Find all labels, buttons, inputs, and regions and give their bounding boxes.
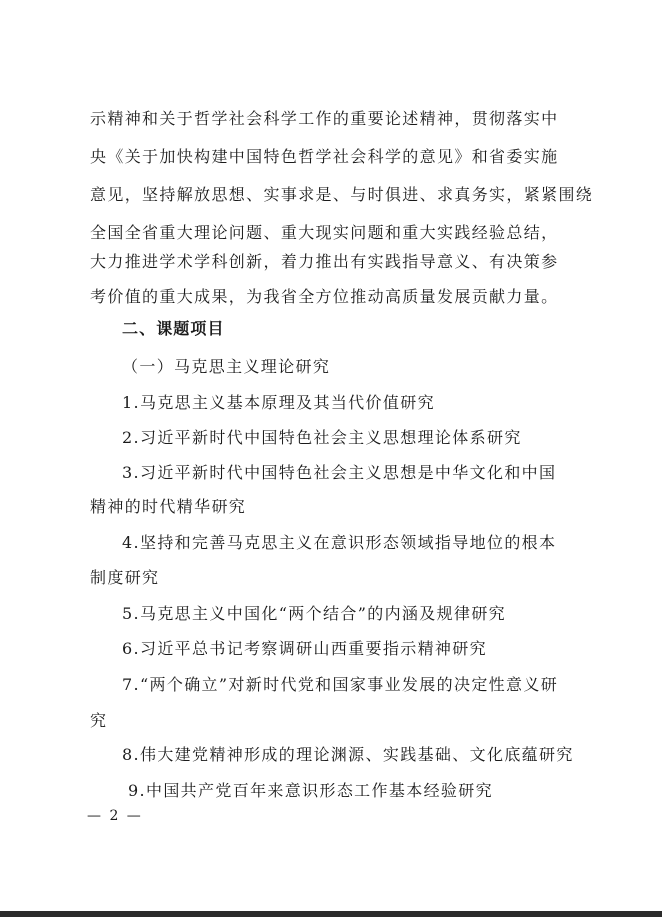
list-item-7-continuation: 究 xyxy=(90,711,108,730)
list-item-4: 4.坚持和完善马克思主义在意识形态领域指导地位的根本 xyxy=(122,533,557,552)
bottom-border xyxy=(0,911,662,917)
intro-line-6: 考价值的重大成果，为我省全方位推动高质量发展贡献力量。 xyxy=(90,287,559,306)
section-heading: 二、课题项目 xyxy=(122,319,225,338)
list-item-7: 7.“两个确立”对新时代党和国家事业发展的决定性意义研 xyxy=(122,675,559,694)
list-item-3-continuation: 精神的时代精华研究 xyxy=(90,497,247,516)
list-item-5: 5.马克思主义中国化“两个结合”的内涵及规律研究 xyxy=(122,604,507,623)
list-item-9: 9.中国共产党百年来意识形态工作基本经验研究 xyxy=(128,781,493,800)
list-item-8: 8.伟大建党精神形成的理论渊源、实践基础、文化底蕴研究 xyxy=(122,745,574,764)
list-item-3: 3.习近平新时代中国特色社会主义思想是中华文化和中国 xyxy=(122,463,557,482)
list-item-2: 2.习近平新时代中国特色社会主义思想理论体系研究 xyxy=(122,428,522,447)
intro-line-3: 意见，坚持解放思想、实事求是、与时俱进、求真务实，紧紧围绕 xyxy=(90,185,594,204)
intro-line-1: 示精神和关于哲学社会科学工作的重要论述精神，贯彻落实中 xyxy=(90,109,559,128)
list-item-4-continuation: 制度研究 xyxy=(90,568,160,587)
list-item-6: 6.习近平总书记考察调研山西重要指示精神研究 xyxy=(122,639,487,658)
intro-line-2: 央《关于加快构建中国特色哲学社会科学的意见》和省委实施 xyxy=(90,147,559,166)
intro-line-5: 大力推进学术学科创新，着力推出有实践指导意义、有决策参 xyxy=(90,252,559,271)
list-item-1: 1.马克思主义基本原理及其当代价值研究 xyxy=(122,393,435,412)
subsection-heading: （一）马克思主义理论研究 xyxy=(122,357,331,376)
page-number: — 2 — xyxy=(87,808,143,824)
intro-line-4: 全国全省重大理论问题、重大现实问题和重大实践经验总结， xyxy=(90,223,559,242)
